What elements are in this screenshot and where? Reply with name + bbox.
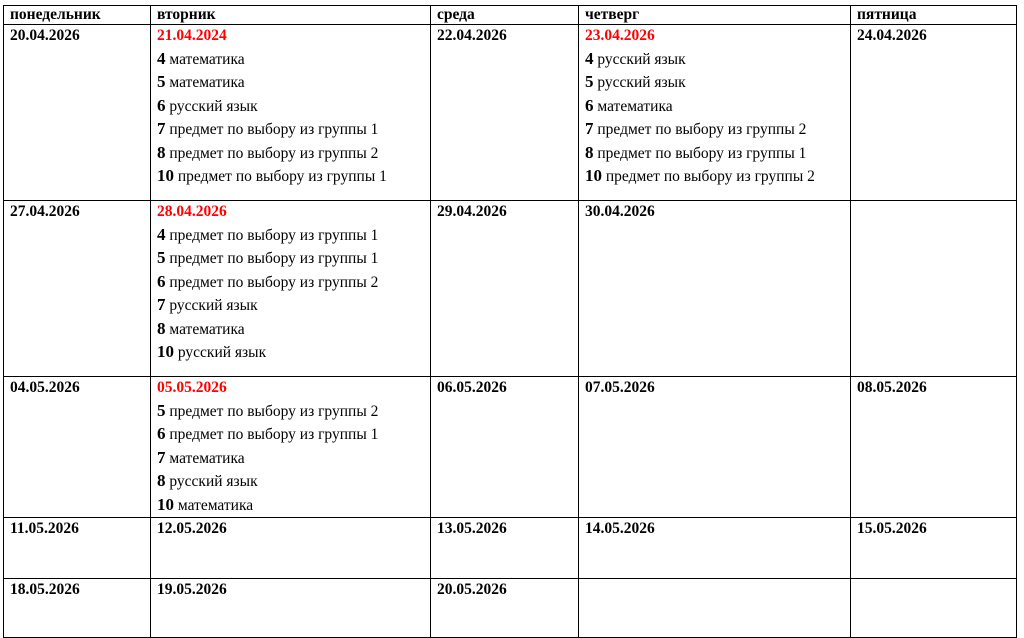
- header-wednesday: среда: [431, 6, 579, 25]
- lesson-item: [157, 294, 430, 318]
- day-cell-thursday: [579, 579, 851, 638]
- day-cell-friday: [851, 377, 1017, 518]
- lesson-subject: математика: [169, 50, 245, 68]
- day-date: 28.04.2026: [157, 203, 227, 220]
- lesson-subject: русский язык: [169, 297, 258, 314]
- header-row: [4, 6, 1017, 25]
- lesson-subject: русский язык: [597, 50, 686, 68]
- lesson-grade: 5: [157, 400, 166, 420]
- lesson-grade: 6: [157, 271, 166, 291]
- lesson-item: [157, 118, 430, 142]
- lesson-subject: предмет по выбору из группы 1: [597, 144, 807, 162]
- lesson-grade: 4: [157, 224, 166, 244]
- lesson-grade: 5: [157, 248, 166, 267]
- lesson-subject: предмет по выбору из группы 2: [169, 273, 379, 291]
- lesson-item: [157, 48, 430, 72]
- lesson-item: [585, 71, 850, 95]
- lesson-grade: 5: [157, 72, 166, 91]
- lesson-subject: предмет по выбору из группы 1: [177, 168, 387, 185]
- day-cell-tuesday: [151, 201, 431, 377]
- day-date: 11.05.2026: [10, 520, 79, 537]
- lesson-grade: 10: [157, 494, 174, 514]
- day-cell-friday: [851, 25, 1017, 201]
- lesson-item: [585, 165, 850, 189]
- lesson-item: [157, 470, 430, 494]
- day-cell-wednesday: [431, 579, 579, 638]
- day-cell-monday: [4, 201, 151, 377]
- lesson-subject: предмет по выбору из группы 2: [169, 144, 379, 162]
- lesson-grade: 7: [157, 119, 166, 138]
- lesson-subject: предмет по выбору из группы 1: [169, 121, 379, 138]
- lesson-grade: 8: [157, 471, 166, 490]
- day-cell-tuesday: [151, 518, 431, 579]
- lesson-subject: предмет по выбору из группы 1: [169, 426, 379, 443]
- day-cell-monday: [4, 518, 151, 579]
- lesson-item: [157, 318, 430, 342]
- header-friday: пятница: [851, 6, 1017, 25]
- day-date: 07.05.2026: [585, 379, 655, 396]
- lesson-item: [157, 271, 430, 295]
- day-cell-monday: [4, 579, 151, 638]
- week-row: [4, 579, 1017, 638]
- lesson-item: [157, 165, 430, 189]
- lesson-subject: математика: [597, 97, 673, 115]
- lesson-subject: русский язык: [169, 97, 258, 115]
- lesson-subject: русский язык: [597, 74, 686, 91]
- day-cell-monday: [4, 25, 151, 201]
- lesson-grade: 7: [585, 119, 594, 138]
- schedule-table: [3, 5, 1017, 638]
- lesson-subject: предмет по выбору из группы 2: [597, 121, 807, 138]
- lesson-grade: 8: [585, 142, 594, 162]
- day-date: 24.04.2026: [857, 27, 927, 44]
- lesson-grade: 5: [585, 72, 594, 91]
- lesson-item: [585, 95, 850, 119]
- lesson-item: [157, 224, 430, 248]
- lesson-item: [157, 71, 430, 95]
- lesson-grade: 6: [157, 424, 166, 443]
- day-cell-wednesday: [431, 377, 579, 518]
- lesson-grade: 8: [157, 318, 166, 338]
- lesson-subject: предмет по выбору из группы 2: [169, 402, 379, 420]
- day-cell-thursday: [579, 518, 851, 579]
- day-date: 13.05.2026: [437, 520, 507, 537]
- lesson-grade: 4: [585, 48, 594, 68]
- lesson-subject: предмет по выбору из группы 2: [605, 168, 815, 185]
- day-date: 22.04.2026: [437, 27, 507, 44]
- day-date: 30.04.2026: [585, 203, 655, 220]
- day-cell-tuesday: [151, 579, 431, 638]
- day-date: 27.04.2026: [10, 203, 80, 220]
- lesson-subject: математика: [169, 320, 245, 338]
- day-date: 23.04.2026: [585, 27, 655, 44]
- week-row: [4, 25, 1017, 201]
- day-cell-wednesday: [431, 518, 579, 579]
- day-date: 29.04.2026: [437, 203, 507, 220]
- header-monday: понедельник: [4, 6, 151, 25]
- lesson-item: [585, 48, 850, 72]
- lesson-item: [157, 95, 430, 119]
- day-cell-friday: [851, 518, 1017, 579]
- day-date: 20.04.2026: [10, 27, 80, 44]
- lesson-item: [157, 142, 430, 166]
- lesson-subject: математика: [169, 74, 245, 91]
- lesson-item: [157, 400, 430, 424]
- lesson-grade: 4: [157, 48, 166, 68]
- lesson-item: [157, 247, 430, 271]
- lesson-item: [157, 423, 430, 447]
- lesson-item: [157, 494, 430, 518]
- week-row: [4, 518, 1017, 579]
- header-tuesday: вторник: [151, 6, 431, 25]
- lesson-subject: математика: [169, 449, 245, 467]
- day-date: 14.05.2026: [585, 520, 655, 537]
- lesson-item: [585, 118, 850, 142]
- lesson-grade: 10: [157, 342, 174, 361]
- lesson-grade: 10: [157, 166, 174, 185]
- lesson-grade: 7: [157, 295, 166, 314]
- day-cell-thursday: [579, 201, 851, 377]
- lesson-grade: 6: [585, 95, 594, 115]
- lesson-subject: предмет по выбору из группы 1: [169, 250, 379, 267]
- lesson-item: [157, 341, 430, 365]
- lesson-grade: 8: [157, 142, 166, 162]
- day-date: 18.05.2026: [10, 581, 80, 598]
- lesson-subject: предмет по выбору из группы 1: [169, 226, 379, 244]
- day-date: 06.05.2026: [437, 379, 507, 396]
- lesson-subject: русский язык: [177, 344, 267, 361]
- header-thursday: четверг: [579, 6, 851, 25]
- day-date: 21.04.2024: [157, 27, 227, 44]
- day-cell-friday: [851, 579, 1017, 638]
- day-cell-thursday: [579, 377, 851, 518]
- lesson-subject: математика: [177, 496, 254, 514]
- day-date: 19.05.2026: [157, 581, 227, 598]
- day-date: 05.05.2026: [157, 379, 227, 396]
- lesson-subject: русский язык: [169, 473, 258, 490]
- day-date: 15.05.2026: [857, 520, 927, 537]
- day-cell-thursday: [579, 25, 851, 201]
- lesson-item: [585, 142, 850, 166]
- day-cell-tuesday: [151, 25, 431, 201]
- day-date: 08.05.2026: [857, 379, 927, 396]
- week-row: [4, 201, 1017, 377]
- day-date: 20.05.2026: [437, 581, 507, 598]
- day-date: 12.05.2026: [157, 520, 227, 537]
- day-cell-monday: [4, 377, 151, 518]
- lesson-grade: 6: [157, 95, 166, 115]
- lesson-grade: 7: [157, 447, 166, 467]
- lesson-grade: 10: [585, 166, 602, 185]
- day-cell-wednesday: [431, 25, 579, 201]
- day-cell-tuesday: [151, 377, 431, 518]
- day-cell-wednesday: [431, 201, 579, 377]
- day-cell-friday: [851, 201, 1017, 377]
- lesson-item: [157, 447, 430, 471]
- week-row: [4, 377, 1017, 518]
- day-date: 04.05.2026: [10, 379, 80, 396]
